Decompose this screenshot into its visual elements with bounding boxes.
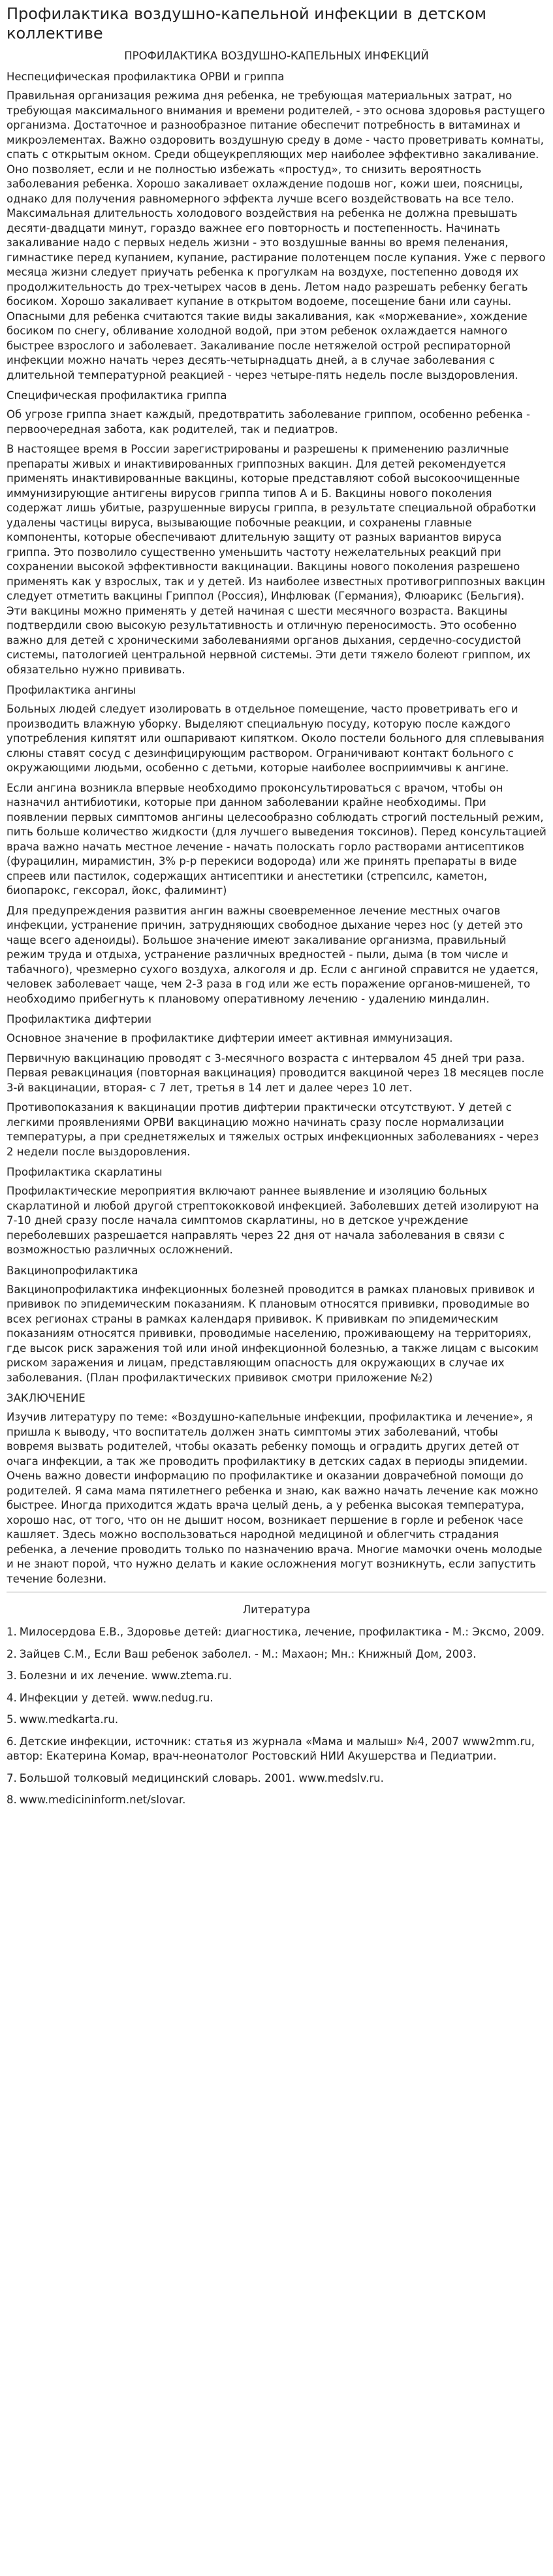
literature-item [7, 1713, 546, 1728]
section-heading: Профилактика дифтерии [7, 1013, 152, 1025]
literature-item-text: Детские инфекции, источник: статья из журнала «Мама и малыш» №4, 2007 www2mm.ru, автор: Екатерина Комар, врач-неонатолог Ростовский НИИ Акушерства и Педиатрии. [7, 1735, 535, 1762]
literature-item-text: Зайцев С.М., Если Ваш ребенок заболел. - М.: Махаон; Мн.: Книжный Дом, 2003. [19, 1647, 477, 1660]
literature-item-number: 5. [7, 1713, 17, 1726]
literature-item [7, 1771, 546, 1786]
section-heading: Профилактика ангины [7, 684, 136, 696]
section-heading: Профилактика скарлатины [7, 1166, 163, 1178]
literature-item [7, 1691, 546, 1706]
section-paragraph: Основное значение в профилактике дифтерии имеет активная иммунизация. [7, 1032, 453, 1044]
literature-item [7, 1669, 546, 1684]
literature-heading: Литература [242, 1603, 311, 1616]
section-heading: ЗАКЛЮЧЕНИЕ [7, 1392, 86, 1404]
document-title: Профилактика воздушно-капельной инфекции в детском коллективе [7, 5, 486, 42]
section-paragraph: Первичную вакцинацию проводят с 3-месячного возраста с интервалом 45 дней три раза. Первая ревакцинация (повторная вакцинация) проводится вакциной через 18 месяцев после 3-й вакцинации, вторая- с 7 лет, третья в 14 лет и далее через 10 лет. [7, 1052, 545, 1094]
literature-item-text: Милосердова Е.В., Здоровье детей: диагностика, лечение, профилактика - М.: Эксмо, 2009. [19, 1626, 545, 1638]
section-heading: Специфическая профилактика гриппа [7, 389, 227, 402]
literature-item-number: 3. [7, 1669, 17, 1682]
literature-item-text: Большой толковый медицинский словарь. 2001. www.medslv.ru. [19, 1771, 384, 1784]
literature-item-number: 4. [7, 1691, 17, 1704]
section-paragraph: В настоящее время в России зарегистрированы и разрешены к применению различные препараты живых и инактивированных гриппозных вакцин. Для детей рекомендуется применять инактивированные вакцины, которые представляют собой высокоочищенные иммунизирующие антигены вирусов гриппа типов А и Б. Вакцины нового поколения содержат лишь убитые, разрушенные вирусы гриппа, в результате специальной обработки удалены частицы вируса, вызывающие побочные реакции, и сохранены главные компоненты, которые обеспечивают длительную защиту от разных вариантов вируса гриппа. Это позволило существенно уменьшить частоту нежелательных реакций при сохранении высокой эффективности вакцинации. Вакцины нового поколения разрешено применять как у взрослых, так и у детей. Из наиболее известных противогриппозных вакцин следует отметить вакцины Гриппол (Россия), Инфлювак (Германия), Флюарикс (Бельгия). Эти вакцины можно применять у детей начиная с шести месячного возраста. Вакцины подтвердили свою высокую результативность и отличную переносимость. Это особенно важно для детей с хроническими заболеваниями органов дыхания, сердечно-сосудистой системы, патологией центральной нервной системы. Эти дети тяжело болеют гриппом, их обязательно нужно прививать. [7, 443, 546, 676]
literature-item-number: 8. [7, 1794, 17, 1806]
literature-item-number: 7. [7, 1771, 17, 1784]
literature-item [7, 1625, 546, 1640]
literature-item-number: 1. [7, 1626, 17, 1638]
section-heading: Неспецифическая профилактика ОРВИ и гриппа [7, 71, 285, 83]
literature-item-text: www.medicininform.net/slovar. [19, 1794, 186, 1806]
section-paragraph: Для предупреждения развития ангин важны своевременное лечение местных очагов инфекции, устранение причин, затрудняющих свободное дыхание через нос (у детей это чаще всего аденоиды). Большое значение имеют закаливание организма, правильный режим труда и отдыха, устранение различных вредностей - пыли, дыма (в том числе и табачного), чрезмерно сухого воздуха, алкоголя и др. Если с ангиной справится не удается, человек заболевает чаще, чем 2-3 раза в год или же есть поражение органов-мишеней, то необходимо прибегнуть к плановому оперативному лечению - удалению миндалин. [7, 904, 539, 1005]
literature-item-text: www.medkarta.ru. [19, 1713, 119, 1726]
section-paragraph: Больных людей следует изолировать в отдельное помещение, часто проветривать его и производить влажную уборку. Выделяют специальную посуду, которую после каждого употребления кипятят или ошпаривают кипятком. Около постели больного для сплевывания слюны ставят сосуд с дезинфицирующим раствором. Ограничивают контакт больного с окружающими людьми, особенно с детьми, которые наиболее восприимчивы к ангине. [7, 703, 545, 774]
section-paragraph: Правильная организация режима дня ребенка, не требующая материальных затрат, но требующая максимального внимания и времени родителей, - это основа здоровья растущего организма. Достаточное и разнообразное питание обеспечит потребность в витаминах и микроэлементах. Важно оздоровить воздушную среду в доме - часто проветривать комнаты, спать с открытым окном. Среди общеукрепляющих мер наиболее эффективно закаливание. Оно позволяет, если и не полностью избежать «простуд», то снизить вероятность заболевания ребенка. Хорошо закаливает охлаждение подошв ног, кожи шеи, поясницы, однако для получения равномерного эффекта лучше всего воздействовать на все тело. Максимальная длительность холодового воздействия на ребенка не должна превышать десяти-двадцати минут, гораздо важнее его повторность и постепенность. Начинать закаливание надо с первых недель жизни - это воздушные ванны во время пеленания, гимнастике перед купанием, купание, растирание полотенцем после купания. Уже с первого месяца жизни следует приучать ребенка к прогулкам на воздухе, постепенно доводя их продолжительность до трех-четырех часов в день. Летом надо разрешать ребенку бегать босиком. Хорошо закаливает купание в открытом водоеме, посещение бани или сауны. Опасными для ребенка считаются такие виды закаливания, как «моржевание», хождение босиком по снегу, обливание холодной водой, при этом ребенок охлаждается намного быстрее взрослого и заболевает. Закаливание после нетяжелой острой респираторной инфекции можно начать через десять-четырнадцать дней, а в случае заболевания с длительной температурной реакцией - через четыре-пять недель после выздоровления. [7, 89, 546, 381]
section-heading: Вакцинопрофилактика [7, 1264, 138, 1277]
section-paragraph: Противопоказания к вакцинации против дифтерии практически отсутствуют. У детей с легкими проявлениями ОРВИ вакцинацию можно начинать сразу после нормализации температуры, а при среднетяжелых и тяжелых острых инфекционных заболеваниях - через 2 недели после выздоровления. [7, 1101, 539, 1158]
section-paragraph: Об угрозе гриппа знает каждый, предотвратить заболевание гриппом, особенно ребенка - первоочередная забота, как родителей, так и педиатров. [7, 408, 530, 436]
document-subtitle: ПРОФИЛАКТИКА ВОЗДУШНО-КАПЕЛЬНЫХ ИНФЕКЦИЙ [124, 50, 429, 62]
section-paragraph: Профилактические мероприятия включают раннее выявление и изоляцию больных скарлатиной и любой другой стрептококковой инфекцией. Заболевших детей изолируют на 7-10 дней сразу после начала симптомов скарлатины, но в детское учреждение переболевших разрешается направлять через 22 дня от начала заболевания в связи с возможностью различных осложнений. [7, 1185, 539, 1256]
literature-list [7, 1625, 546, 1808]
literature-item [7, 1735, 546, 1764]
section-paragraph: Если ангина возникла впервые необходимо проконсультироваться с врачом, чтобы он назначил антибиотики, которые при данном заболевании крайне необходимы. При появлении первых симптомов ангины целесообразно соблюдать строгий постельный режим, пить больше количество жидкости (для лучшего выведения токсинов). Перед консультацией врача важно начать местное лечение - начать полоскать горло растворами антисептиков (фурацилин, мирамистин, 3% р-р перекиси водорода) или же принять препараты в виде спреев или пастилок, содержащих антисептики и анестетики (стрепсилс, каметон, биопарокс, гексорал, йокс, фалиминт) [7, 781, 546, 897]
literature-item-text: Болезни и их лечение. www.ztema.ru. [19, 1669, 232, 1682]
literature-item-number: 2. [7, 1647, 17, 1660]
literature-item-number: 6. [7, 1735, 17, 1748]
document-body [7, 69, 546, 1586]
literature-item [7, 1793, 546, 1808]
literature-item-text: Инфекции у детей. www.nedug.ru. [19, 1691, 213, 1704]
literature-item [7, 1647, 546, 1662]
section-paragraph: Изучив литературу по теме: «Воздушно-капельные инфекции, профилактика и лечение», я пришла к выводу, что воспитатель должен знать симптомы этих заболеваний, чтобы вовремя вызвать родителей, чтобы оказать ребенку помощь и оградить других детей от очага инфекции, а так же проводить профилактику в детских садах в периоды эпидемии. Очень важно довести информацию по профилактике и оказании доврачебной помощи до родителей. Я сама мама пятилетнего ребенка и знаю, как важно начать лечение как можно быстрее. Иногда приходится ждать врача целый день, а у ребенка высокая температура, хорошо нас, от того, что он не дышит носом, возникает першение в горле и ребенок часе кашляет. Здесь можно воспользоваться народной медициной и облегчить страдания ребенка, а лечение проводить только по назначению врача. Многие мамочки очень молодые и не знают порой, что нужно делать и какие осложнения могут возникнуть, если запустить течение болезни. [7, 1411, 543, 1585]
section-paragraph: Вакцинопрофилактика инфекционных болезней проводится в рамках плановых прививок и прививок по эпидемическим показаниям. К плановым относятся прививки, проводимые во всех регионах страны в рамках календаря прививок. К прививкам по эпидемическим показаниям относятся прививки, проводимые населению, проживающему на территориях, где высок риск заражения той или иной инфекционной болезнью, а также лицам с высоким риском заражения и лицам, представляющим опасность для окружающих в случае их заболевания. (План профилактических прививок смотри приложение №2) [7, 1283, 539, 1384]
